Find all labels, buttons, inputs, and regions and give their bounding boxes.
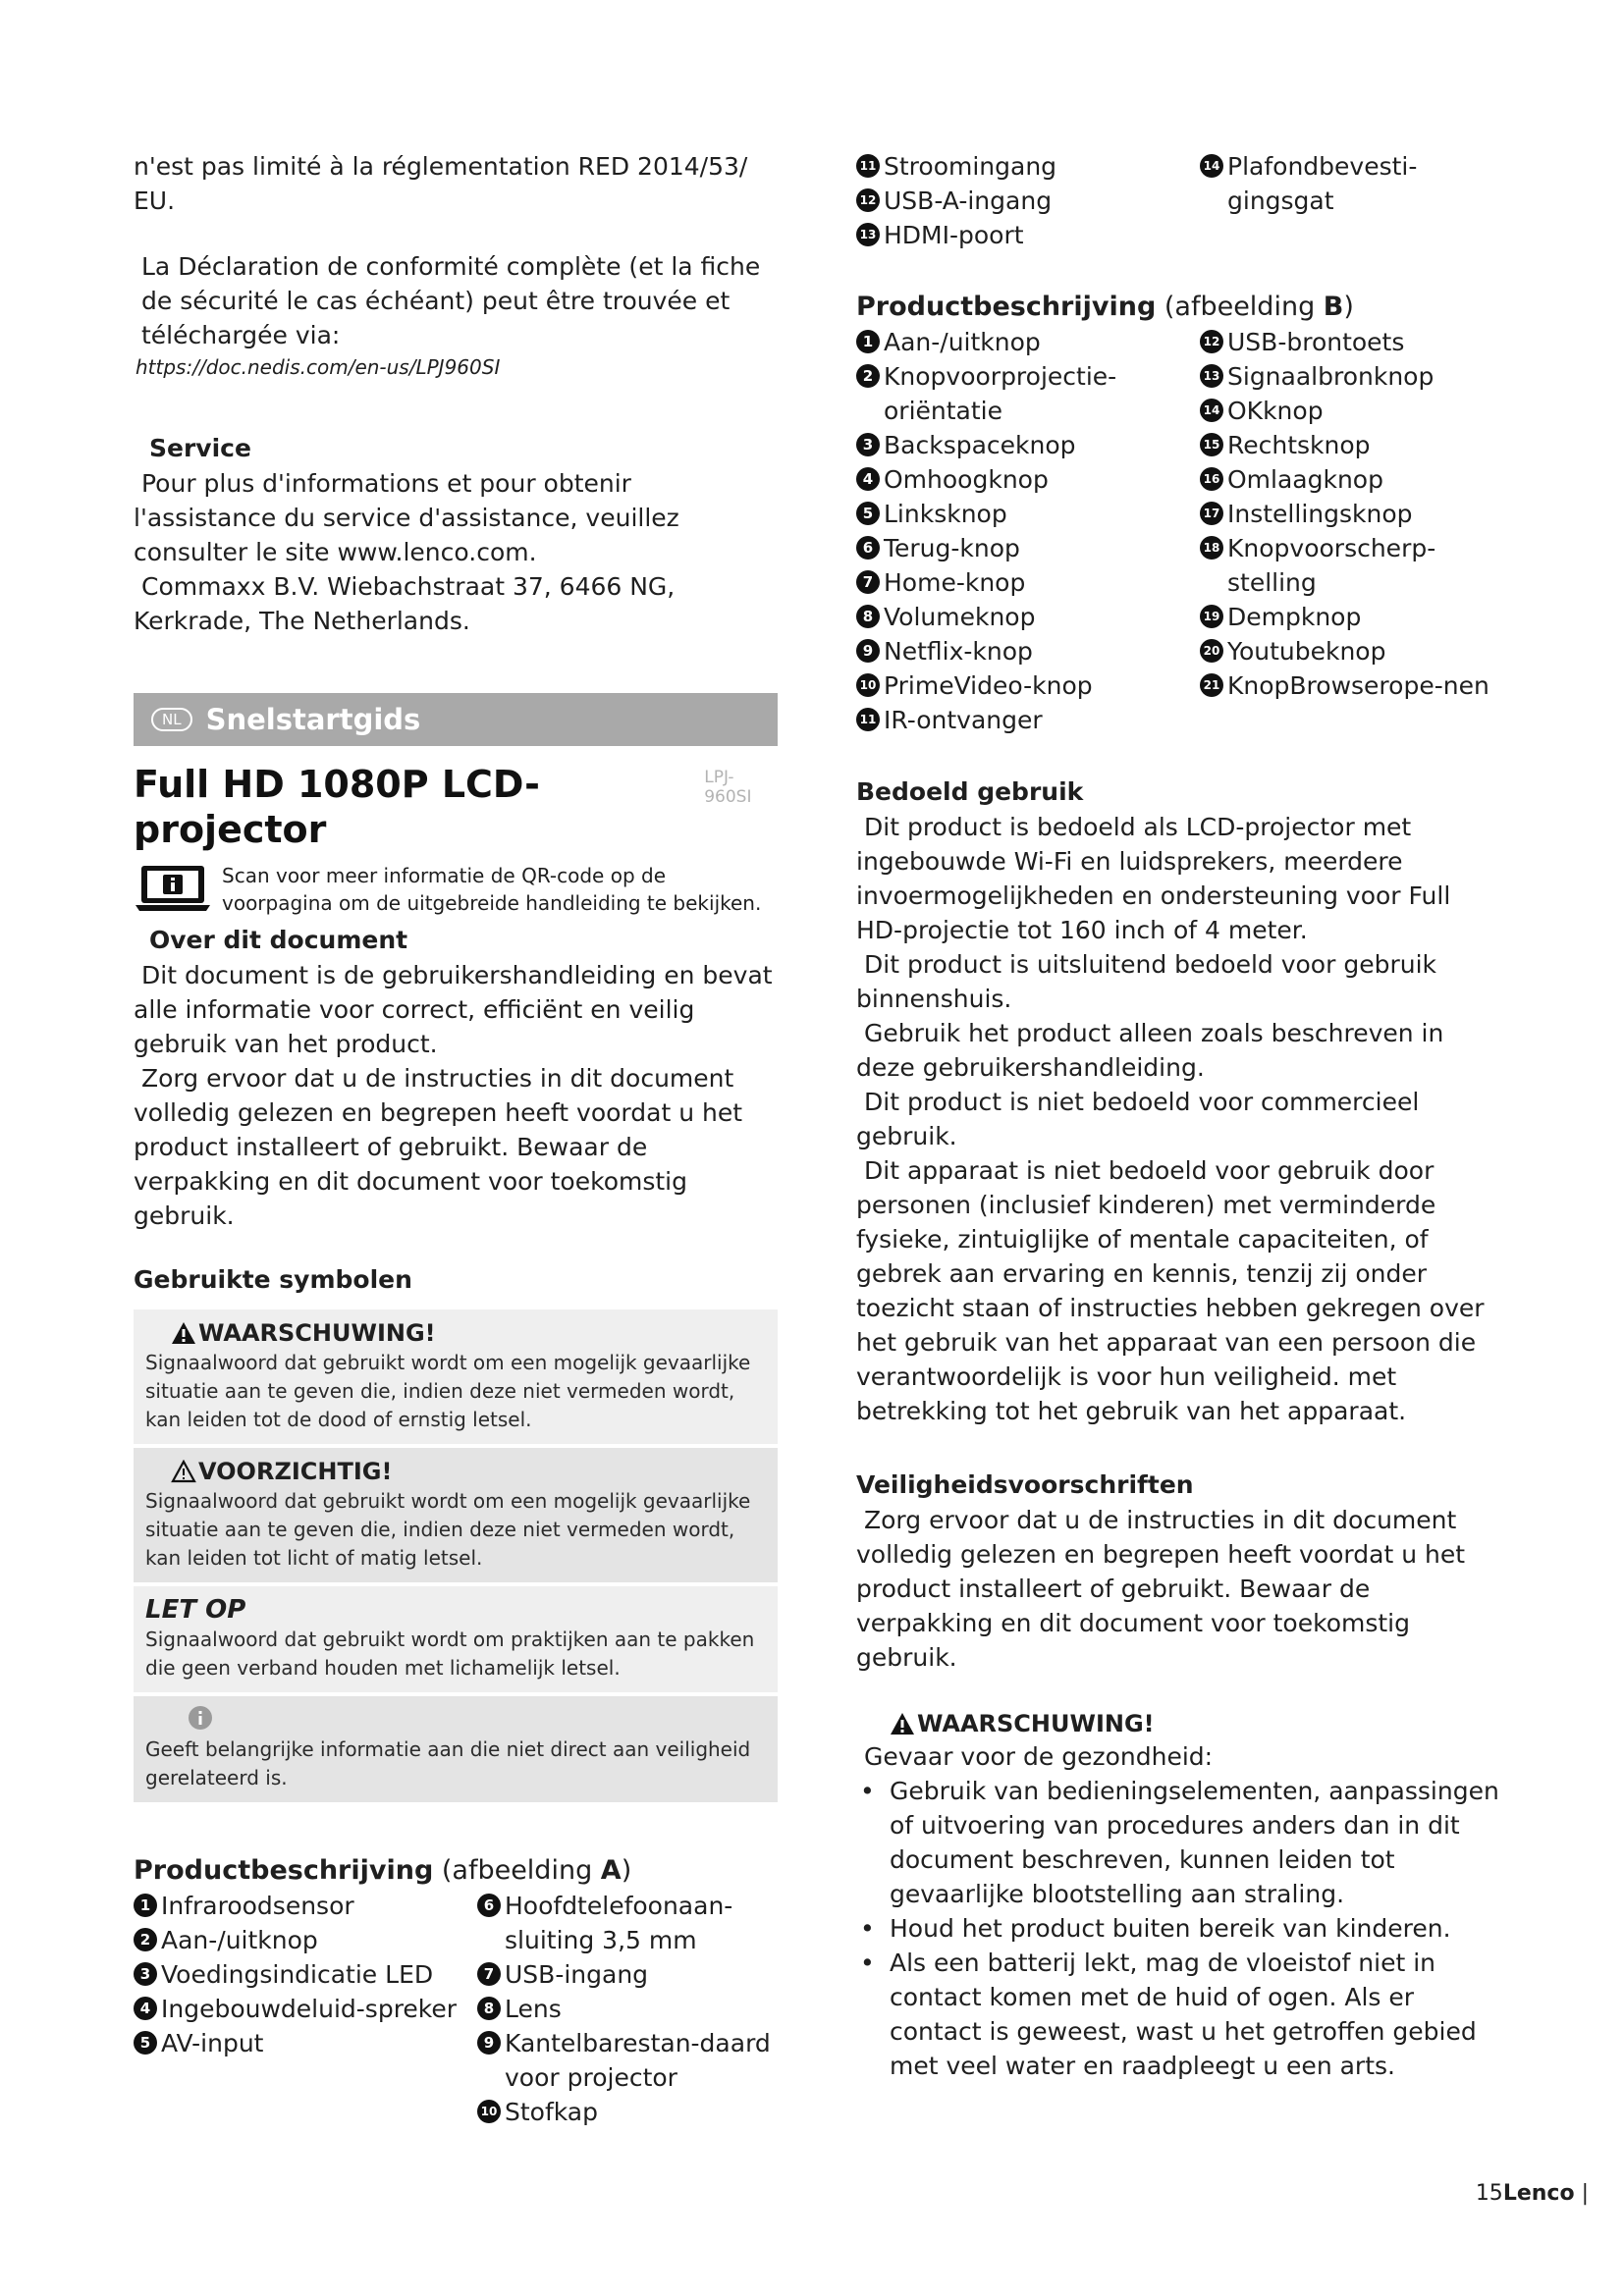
list-item [134, 1923, 467, 1957]
item-number-badge: 15 [1200, 433, 1223, 456]
item-label: AV-input [161, 2029, 264, 2057]
list-item [856, 428, 1190, 462]
product-a-col2 [477, 1889, 778, 2129]
item-number-badge: 3 [134, 1962, 157, 1986]
info-box [134, 1696, 778, 1802]
declaration-text: La Déclaration de conformité complète (et la fiche de sécurité le cas échéant) peut être trouvée et téléchargée via: [141, 252, 761, 349]
quickstart-band [134, 693, 778, 746]
list-item [134, 2026, 467, 2060]
item-label: Rechtsknop [1227, 431, 1371, 459]
item-label: Netflix-knop [884, 637, 1033, 666]
item-number-badge: 20 [1200, 639, 1223, 663]
list-item [1200, 531, 1504, 600]
list-item [1200, 668, 1504, 703]
list-item [856, 462, 1190, 497]
item-number-badge: 8 [477, 1997, 501, 2020]
product-a-col1 [134, 1889, 467, 2129]
item-label: Voedingsindicatie LED [161, 1960, 434, 1989]
item-label: Home-knop [884, 568, 1026, 597]
use-paragraph-2: Dit product is uitsluitend bedoeld voor gebruik binnenshuis. [856, 950, 1436, 1013]
item-number-badge: 8 [856, 605, 880, 628]
caution-icon [171, 1460, 196, 1483]
quickstart-title: Snelstartgids [205, 703, 421, 736]
model-number: LPJ-960SI [704, 768, 752, 807]
item-number-badge: 6 [856, 536, 880, 560]
item-number-badge: 4 [856, 467, 880, 491]
symbols-heading: Gebruikte symbolen [134, 1265, 412, 1294]
safety-heading: Veiligheidsvoorschriften [856, 1470, 1194, 1499]
list-item [1200, 634, 1504, 668]
note-box [134, 1586, 778, 1692]
product-b-col2 [1200, 325, 1504, 737]
item-number-badge: 7 [477, 1962, 501, 1986]
list-item [134, 1957, 467, 1992]
caution-label: VOORZICHTIG! [198, 1458, 393, 1485]
list-item [856, 565, 1190, 600]
item-label: Aan-/uitknop [161, 1926, 318, 1954]
list-item [856, 531, 1190, 565]
note-label: LET OP [145, 1595, 246, 1625]
item-number-badge: 6 [477, 1894, 501, 1917]
item-label: PrimeVideo-knop [884, 671, 1093, 700]
caution-box [134, 1448, 778, 1582]
product-b-letter: B [1323, 292, 1344, 322]
footer-brand: Lenco [1502, 2181, 1575, 2206]
bullet-text: Houd het product buiten bereik van kinderen. [890, 1914, 1451, 1943]
bullet-item: • Als een batterij lekt, mag de vloeistof niet in contact komen met de huid of ogen. Als er contact is geweest, wast u het getroffen gebied met veel water en raadpleegt u een arts. [856, 1946, 1504, 2083]
about-paragraph-1: Dit document is de gebruikershandleiding en bevat alle informatie voor correct, efficiënt en veilig gebruik van het product. [134, 961, 773, 1058]
product-a-paren-open: (afbeelding [433, 1855, 601, 1886]
about-heading: Over dit document [149, 926, 408, 954]
product-b-title: Productbeschrijving [856, 292, 1157, 322]
item-label: Omlaagknop [1227, 465, 1383, 494]
intro-line2: EU. [134, 187, 176, 215]
item-number-badge: 18 [1200, 536, 1223, 560]
laptop-info-icon [134, 862, 212, 913]
item-label: Lens [505, 1995, 562, 2023]
item-number-badge: 19 [1200, 605, 1223, 628]
caution-text: Signaalwoord dat gebruikt wordt om een mogelijk gevaarlijke situatie aan te geven die, indien deze niet vermeden wordt, kan leiden tot licht of matig letsel. [145, 1489, 751, 1570]
product-b-heading [856, 290, 1504, 325]
item-label: USB-A-ingang [884, 187, 1053, 215]
list-item [1200, 394, 1504, 428]
document-title-row [134, 762, 778, 852]
list-item [477, 1992, 778, 2026]
item-number-badge: 12 [1200, 330, 1223, 353]
warning-text: Signaalwoord dat gebruikt wordt om een mogelijk gevaarlijke situatie aan te geven die, indien deze niet vermeden wordt, kan leiden tot de dood of ernstig letsel. [145, 1351, 751, 1431]
item-number-badge: 2 [134, 1928, 157, 1951]
product-a-paren-close: ) [621, 1855, 632, 1886]
page-number: 15 [1475, 2181, 1503, 2206]
item-label: Linksknop [884, 500, 1007, 528]
footer-separator: | [1581, 2181, 1589, 2206]
list-item [134, 1889, 467, 1923]
use-paragraph-4: Dit product is niet bedoeld voor commercieel gebruik. [856, 1088, 1420, 1150]
intended-use-heading: Bedoeld gebruik [856, 777, 1084, 806]
item-number-badge: 5 [134, 2031, 157, 2055]
use-paragraph-3: Gebruik het product alleen zoals beschreven in deze gebruikershandleiding. [856, 1019, 1444, 1082]
list-item [856, 184, 1190, 218]
scan-note [134, 862, 778, 917]
item-number-badge: 14 [1200, 154, 1223, 178]
product-b-col1 [856, 325, 1190, 737]
item-number-badge: 2 [856, 364, 880, 388]
item-label: Terug-knop [884, 534, 1020, 562]
item-number-badge: 10 [856, 673, 880, 697]
bullet-text: Gebruik van bedieningselementen, aanpassingen of uitvoering van procedures anders dan in dit document beschreven, kunnen leiden tot gevaarlijke blootstelling aan straling. [890, 1777, 1499, 1908]
list-item [856, 703, 1190, 737]
item-label: Instellingsknop [1227, 500, 1413, 528]
item-label: Aan-/uitknop [884, 328, 1041, 356]
list-item [1200, 600, 1504, 634]
item-label: Backspaceknop [884, 431, 1076, 459]
item-label: Omhoogknop [884, 465, 1049, 494]
product-b-paren-open: (afbeelding [1156, 292, 1324, 322]
item-label: USB-brontoets [1227, 328, 1405, 356]
declaration-url[interactable]: https://doc.nedis.com/en-us/LPJ960SI [135, 355, 501, 379]
item-number-badge: 13 [1200, 364, 1223, 388]
list-item [1200, 428, 1504, 462]
list-item [477, 2095, 778, 2129]
item-number-badge: 9 [856, 639, 880, 663]
service-text: Pour plus d'informations et pour obtenir l'assistance du service d'assistance, veuillez consulter le site www.lenco.com. [134, 469, 679, 566]
list-item [477, 1889, 778, 1957]
product-b-paren-close: ) [1343, 292, 1354, 322]
product-a-title: Productbeschrijving [134, 1855, 434, 1886]
list-item [1200, 149, 1504, 218]
page-footer [1476, 2181, 1589, 2206]
bullet-item: • Gebruik van bedieningselementen, aanpassingen of uitvoering van procedures anders dan in dit document beschreven, kunnen leiden tot gevaarlijke blootstelling aan straling. [856, 1774, 1504, 1911]
product-a-cont-col2 [1200, 149, 1504, 252]
left-column [134, 149, 778, 2129]
item-label: Kantelbarestan-daard voor projector [505, 2029, 771, 2092]
document-title: Full HD 1080P LCD-projector [134, 763, 540, 851]
item-number-badge: 5 [856, 502, 880, 525]
list-item [856, 634, 1190, 668]
item-label: OKknop [1227, 397, 1324, 425]
product-a-heading [134, 1853, 778, 1889]
item-number-badge: 11 [856, 154, 880, 178]
safety-warning-label: WAARSCHUWING! [917, 1710, 1155, 1737]
list-item [1200, 359, 1504, 394]
list-item [1200, 497, 1504, 531]
product-b-list [856, 325, 1504, 737]
item-number-badge: 17 [1200, 502, 1223, 525]
service-address: Commaxx B.V. Wiebachstraat 37, 6466 NG, Kerkrade, The Netherlands. [134, 572, 676, 635]
list-item [1200, 325, 1504, 359]
list-item [856, 325, 1190, 359]
caution-head [145, 1456, 766, 1487]
item-number-badge: 12 [856, 188, 880, 212]
product-a-letter: A [600, 1855, 622, 1886]
item-label: IR-ontvanger [884, 706, 1043, 734]
use-paragraph-5: Dit apparaat is niet bedoeld voor gebruik door personen (inclusief kinderen) met verminderde fysieke, zintuiglijke of mentale capaciteiten, of gebrek aan ervaring en kennis, tenzij zij onder toezicht staan of instructies hebben gekregen over het gebruik van het apparaat van een persoon die verantwoordelijk is voor hun veiligheid. met betrekking tot het gebruik van het apparaat. [856, 1156, 1485, 1425]
warning-icon [171, 1321, 196, 1345]
list-item [134, 1992, 467, 2026]
list-item [856, 218, 1190, 252]
item-label: Knopvoorscherp-stelling [1227, 534, 1436, 597]
info-text: Geeft belangrijke informatie aan die niet direct aan veiligheid gerelateerd is. [145, 1737, 751, 1789]
item-label: Dempknop [1227, 603, 1362, 631]
about-paragraph-2: Zorg ervoor dat u de instructies in dit document volledig gelezen en begrepen heeft voordat u het product installeert of gebruikt. Bewaar de verpakking en dit document voor toekomstig gebruik. [134, 1064, 743, 1230]
safety-paragraph: Zorg ervoor dat u de instructies in dit document volledig gelezen en begrepen heeft voordat u het product installeert of gebruikt. Bewaar de verpakking en dit document voor toekomstig gebruik. [856, 1506, 1466, 1672]
item-number-badge: 16 [1200, 467, 1223, 491]
item-label: Hoofdtelefoonaan-sluiting 3,5 mm [505, 1892, 733, 1954]
item-number-badge: 1 [134, 1894, 157, 1917]
item-label: Infraroodsensor [161, 1892, 354, 1920]
right-column [856, 149, 1504, 2083]
bullet-text: Als een batterij lekt, mag de vloeistof niet in contact komen met de huid of ogen. Als er contact is geweest, wast u het getroffen gebied met veel water en raadpleegt u een arts. [890, 1949, 1477, 2080]
service-heading: Service [149, 434, 251, 462]
item-label: Ingebouwdeluid-spreker [161, 1995, 458, 2023]
list-item [856, 359, 1190, 428]
item-label: Stofkap [505, 2098, 598, 2126]
list-item [477, 2026, 778, 2095]
item-number-badge: 4 [134, 1997, 157, 2020]
item-number-badge: 3 [856, 433, 880, 456]
list-item [856, 149, 1190, 184]
bullet-item: • Houd het product buiten bereik van kinderen. [856, 1911, 1504, 1946]
item-label: Volumeknop [884, 603, 1036, 631]
warning-icon [890, 1712, 915, 1735]
item-label: HDMI-poort [884, 221, 1024, 249]
item-number-badge: 10 [477, 2100, 501, 2123]
item-number-badge: 21 [1200, 673, 1223, 697]
product-a-continued [856, 149, 1504, 252]
list-item [1200, 462, 1504, 497]
list-item [856, 497, 1190, 531]
item-label: Stroomingang [884, 152, 1057, 181]
use-paragraph-1: Dit product is bedoeld als LCD-projector met ingebouwde Wi-Fi en luidsprekers, meerdere invoermogelijkheden en ondersteuning voor Full HD-projectie tot 160 inch of 4 meter. [856, 813, 1451, 944]
warning-head [145, 1317, 766, 1349]
item-label: KnopBrowserope-nen [1227, 671, 1489, 700]
safety-warning-head [856, 1708, 1504, 1739]
item-number-badge: 1 [856, 330, 880, 353]
item-number-badge: 11 [856, 708, 880, 731]
note-text: Signaalwoord dat gebruikt wordt om praktijken aan te pakken die geen verband houden met lichamelijk letsel. [145, 1628, 755, 1680]
product-a-cont-col1 [856, 149, 1190, 252]
item-number-badge: 7 [856, 570, 880, 594]
item-number-badge: 14 [1200, 399, 1223, 422]
item-label: Youtubeknop [1227, 637, 1386, 666]
item-number-badge: 9 [477, 2031, 501, 2055]
safety-warning-sub: Gevaar voor de gezondheid: [864, 1742, 1214, 1771]
warning-label: WAARSCHUWING! [198, 1319, 436, 1347]
warning-box [134, 1309, 778, 1444]
scan-text: Scan voor meer informatie de QR-code op de voorpagina om de uitgebreide handleiding te bekijken. [222, 864, 762, 915]
list-item [856, 600, 1190, 634]
item-label: Plafondbevesti-gingsgat [1227, 152, 1418, 215]
list-item [477, 1957, 778, 1992]
product-a-list [134, 1889, 778, 2129]
item-label: Knopvoorprojectie-oriëntatie [884, 362, 1117, 425]
item-label: USB-ingang [505, 1960, 649, 1989]
info-icon [187, 1704, 214, 1732]
list-item [856, 668, 1190, 703]
language-badge: NL [151, 708, 192, 731]
intro-line1: n'est pas limité à la réglementation RED 2014/53/ [134, 152, 748, 181]
item-label: Signaalbronknop [1227, 362, 1435, 391]
item-number-badge: 13 [856, 223, 880, 246]
